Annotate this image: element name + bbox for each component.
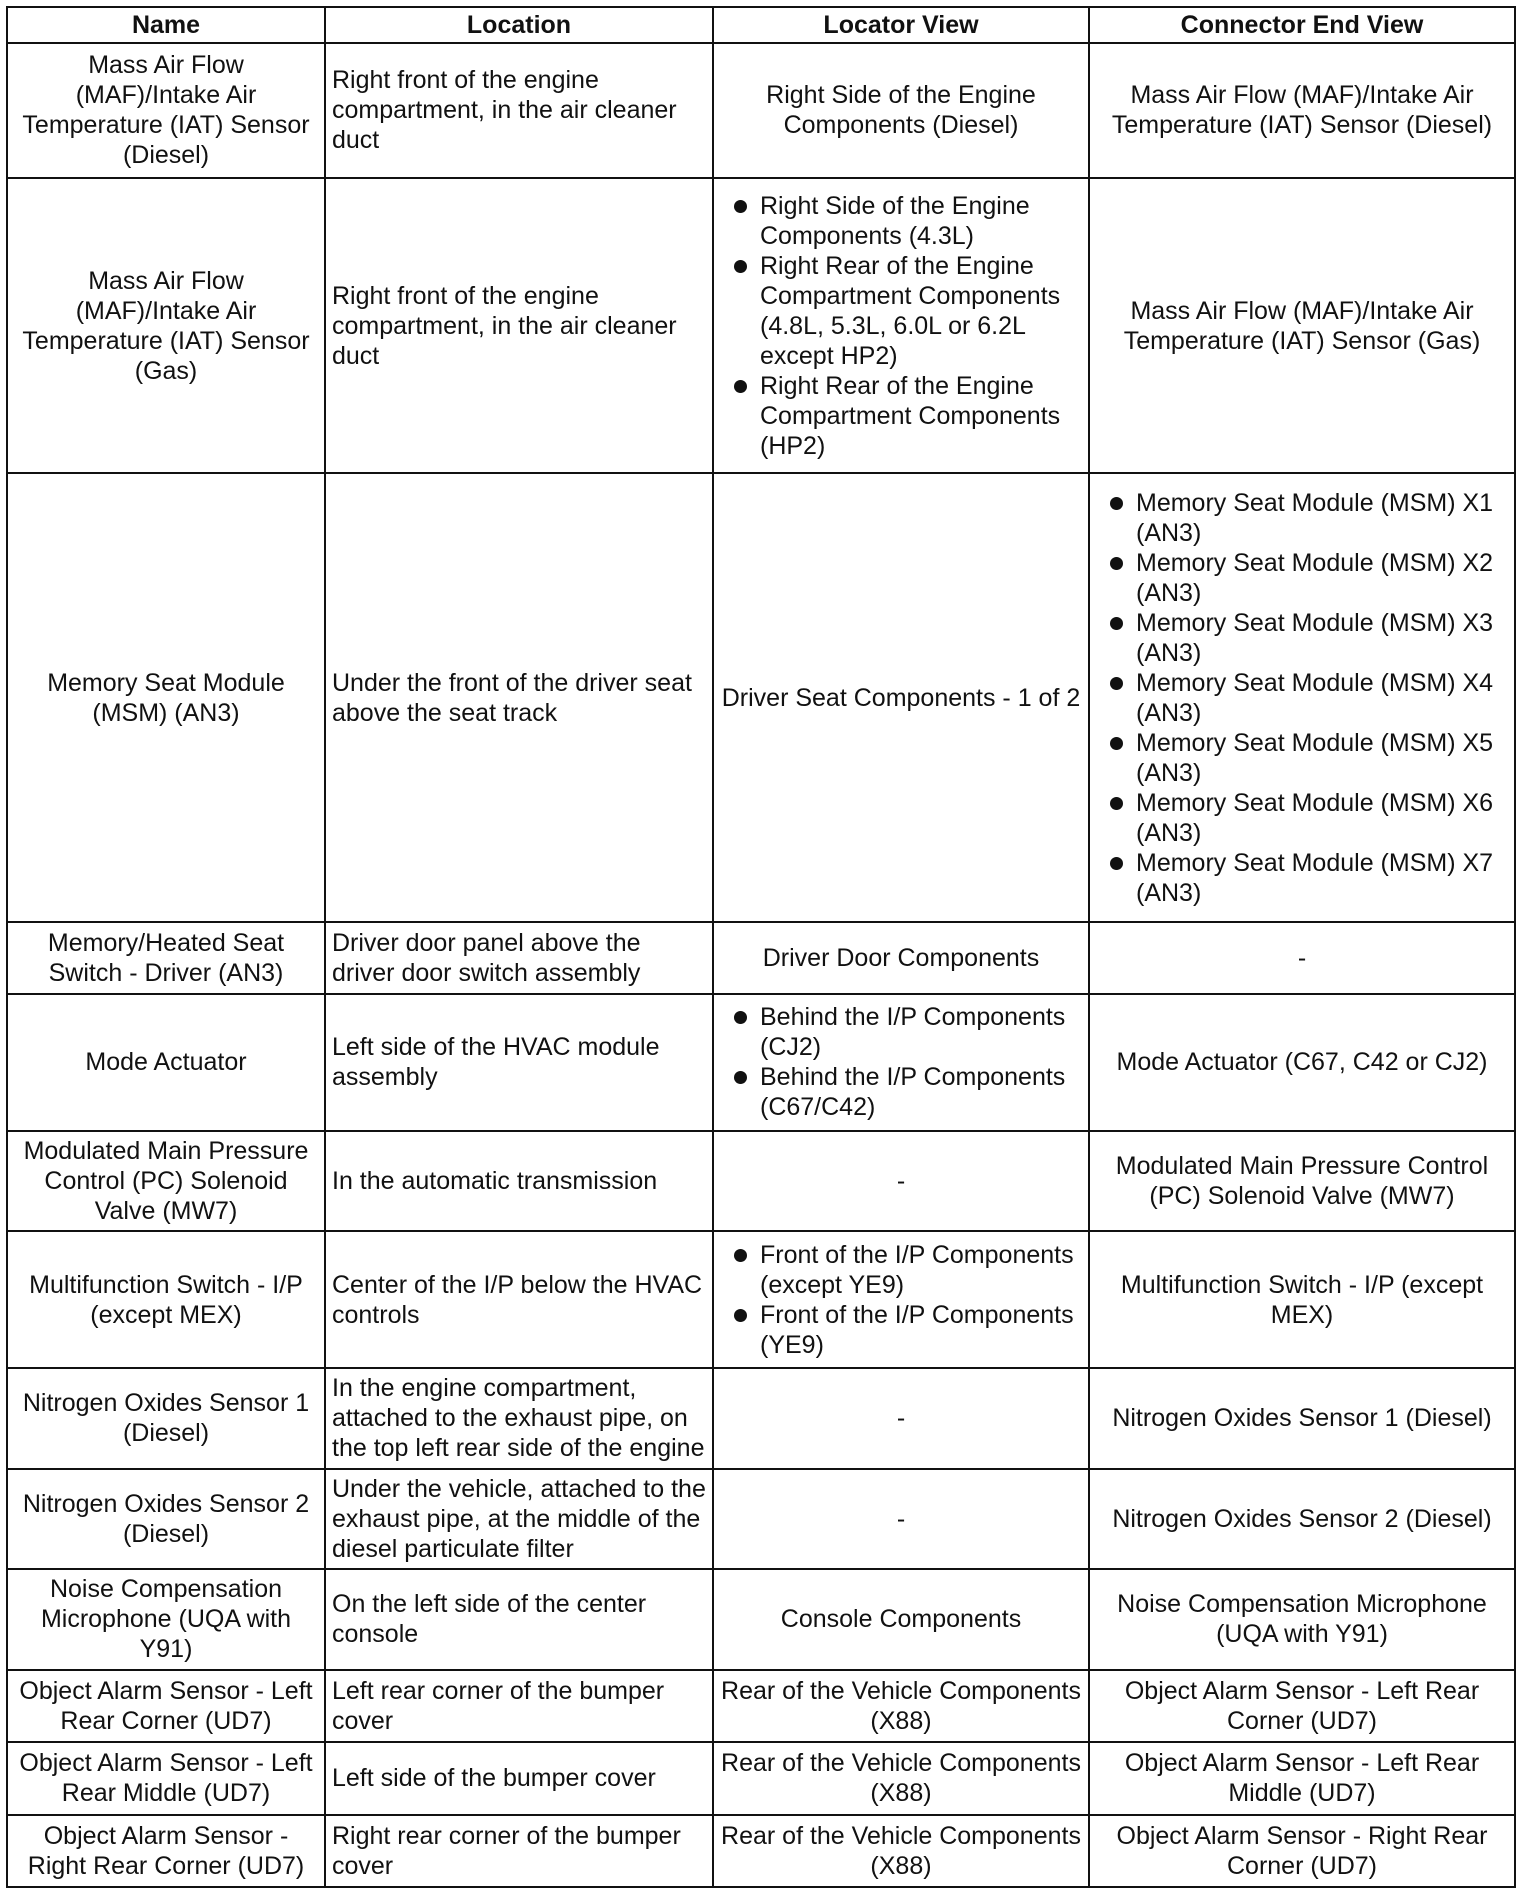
table-row [7,1368,1515,1469]
cell-locator-view: Rear of the Vehicle Components (X88) [713,1815,1089,1888]
cell-location: Under the front of the driver seat above the seat track [325,473,713,921]
cell-connector-end-view: Mass Air Flow (MAF)/Intake Air Temperature (IAT) Sensor (Diesel) [1089,43,1515,178]
table-row [7,922,1515,994]
cell-locator-view: Rear of the Vehicle Components (X88) [713,1742,1089,1814]
bullet-item: Front of the I/P Components (except YE9) [720,1240,1082,1300]
cell-name: Noise Compensation Microphone (UQA with Y91) [7,1569,325,1670]
cell-locator-view: Console Components [713,1569,1089,1670]
cell-name: Object Alarm Sensor - Left Rear Corner (UD7) [7,1670,325,1742]
table-row [7,1469,1515,1570]
cell-location: Right front of the engine compartment, in the air cleaner duct [325,43,713,178]
cell-name: Mode Actuator [7,994,325,1131]
cell-name: Memory/Heated Seat Switch - Driver (AN3) [7,922,325,994]
cell-location: Right rear corner of the bumper cover [325,1815,713,1888]
cell-connector-end-view: Mass Air Flow (MAF)/Intake Air Temperature (IAT) Sensor (Gas) [1089,178,1515,474]
table-header [7,7,1515,43]
cell-name: Multifunction Switch - I/P (except MEX) [7,1231,325,1368]
cell-location: Left side of the HVAC module assembly [325,994,713,1131]
bullet-item: Memory Seat Module (MSM) X4 (AN3) [1096,668,1508,728]
cell-location: Under the vehicle, attached to the exhaust pipe, at the middle of the diesel particulate filter [325,1469,713,1570]
table-row [7,994,1515,1131]
table-row [7,1815,1515,1888]
header-locator-view: Locator View [713,7,1089,43]
cell-locator-view [713,1231,1089,1368]
cell-connector-end-view: Mode Actuator (C67, C42 or CJ2) [1089,994,1515,1131]
cell-name: Object Alarm Sensor - Right Rear Corner (UD7) [7,1815,325,1888]
component-locator-table [6,6,1516,1888]
cell-name: Mass Air Flow (MAF)/Intake Air Temperature (IAT) Sensor (Diesel) [7,43,325,178]
cell-locator-view [713,178,1089,474]
cell-connector-end-view: - [1089,922,1515,994]
cell-location: Driver door panel above the driver door switch assembly [325,922,713,994]
bullet-item: Right Side of the Engine Components (4.3L) [720,191,1082,251]
table-body [7,43,1515,1887]
bullet-item: Memory Seat Module (MSM) X6 (AN3) [1096,788,1508,848]
header-connector-end-view: Connector End View [1089,7,1515,43]
cell-connector-end-view: Nitrogen Oxides Sensor 2 (Diesel) [1089,1469,1515,1570]
bullet-item: Memory Seat Module (MSM) X1 (AN3) [1096,488,1508,548]
table-row [7,1231,1515,1368]
table-row [7,1131,1515,1232]
cell-location: Left rear corner of the bumper cover [325,1670,713,1742]
cell-location: On the left side of the center console [325,1569,713,1670]
cell-name: Nitrogen Oxides Sensor 1 (Diesel) [7,1368,325,1469]
cell-name: Modulated Main Pressure Control (PC) Solenoid Valve (MW7) [7,1131,325,1232]
bullet-list [1096,488,1508,908]
cell-connector-end-view [1089,473,1515,921]
bullet-item: Memory Seat Module (MSM) X7 (AN3) [1096,848,1508,908]
cell-name: Memory Seat Module (MSM) (AN3) [7,473,325,921]
header-location: Location [325,7,713,43]
cell-location: In the engine compartment, attached to the exhaust pipe, on the top left rear side of the engine [325,1368,713,1469]
cell-connector-end-view: Object Alarm Sensor - Left Rear Middle (UD7) [1089,1742,1515,1814]
table-row [7,178,1515,474]
cell-connector-end-view: Noise Compensation Microphone (UQA with Y91) [1089,1569,1515,1670]
cell-location: Left side of the bumper cover [325,1742,713,1814]
cell-location: In the automatic transmission [325,1131,713,1232]
header-name: Name [7,7,325,43]
header-row [7,7,1515,43]
cell-connector-end-view: Multifunction Switch - I/P (except MEX) [1089,1231,1515,1368]
cell-name: Object Alarm Sensor - Left Rear Middle (UD7) [7,1742,325,1814]
bullet-item: Memory Seat Module (MSM) X3 (AN3) [1096,608,1508,668]
cell-connector-end-view: Object Alarm Sensor - Left Rear Corner (UD7) [1089,1670,1515,1742]
cell-locator-view: Right Side of the Engine Components (Diesel) [713,43,1089,178]
bullet-item: Right Rear of the Engine Compartment Components (4.8L, 5.3L, 6.0L or 6.2L except HP2) [720,251,1082,371]
bullet-list [720,1240,1082,1360]
table-row [7,473,1515,921]
bullet-item: Memory Seat Module (MSM) X5 (AN3) [1096,728,1508,788]
cell-connector-end-view: Nitrogen Oxides Sensor 1 (Diesel) [1089,1368,1515,1469]
table-row [7,1569,1515,1670]
bullet-item: Behind the I/P Components (C67/C42) [720,1062,1082,1122]
bullet-list [720,1002,1082,1122]
cell-locator-view: - [713,1368,1089,1469]
cell-location: Right front of the engine compartment, in the air cleaner duct [325,178,713,474]
bullet-item: Front of the I/P Components (YE9) [720,1300,1082,1360]
cell-locator-view: - [713,1469,1089,1570]
table-row [7,1670,1515,1742]
cell-locator-view: Driver Door Components [713,922,1089,994]
bullet-item: Memory Seat Module (MSM) X2 (AN3) [1096,548,1508,608]
cell-connector-end-view: Object Alarm Sensor - Right Rear Corner (UD7) [1089,1815,1515,1888]
table-row [7,1742,1515,1814]
table-row [7,43,1515,178]
cell-location: Center of the I/P below the HVAC controls [325,1231,713,1368]
cell-connector-end-view: Modulated Main Pressure Control (PC) Solenoid Valve (MW7) [1089,1131,1515,1232]
cell-locator-view: Driver Seat Components - 1 of 2 [713,473,1089,921]
bullet-item: Behind the I/P Components (CJ2) [720,1002,1082,1062]
cell-name: Nitrogen Oxides Sensor 2 (Diesel) [7,1469,325,1570]
cell-locator-view [713,994,1089,1131]
cell-name: Mass Air Flow (MAF)/Intake Air Temperature (IAT) Sensor (Gas) [7,178,325,474]
bullet-item: Right Rear of the Engine Compartment Components (HP2) [720,371,1082,461]
cell-locator-view: Rear of the Vehicle Components (X88) [713,1670,1089,1742]
bullet-list [720,191,1082,461]
cell-locator-view: - [713,1131,1089,1232]
